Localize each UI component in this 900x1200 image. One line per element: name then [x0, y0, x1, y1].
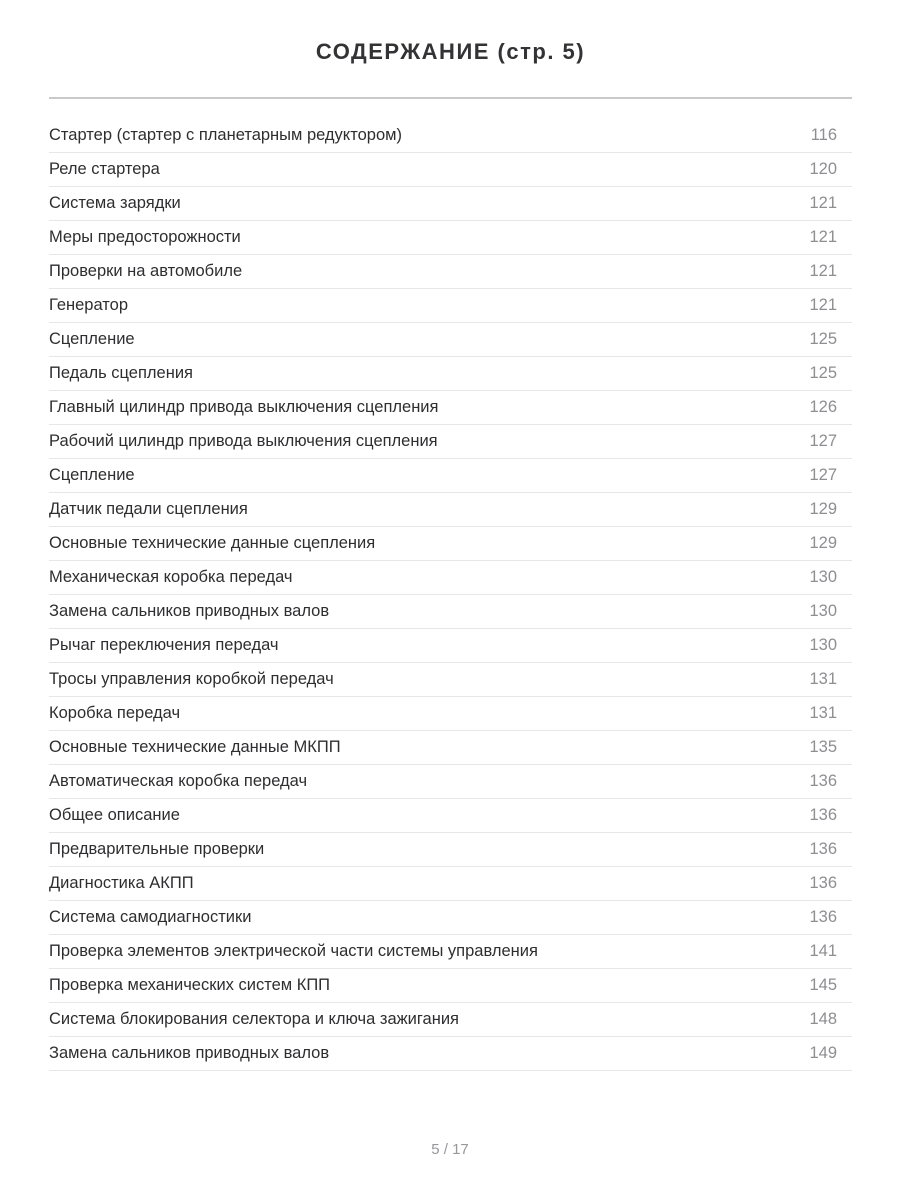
toc-entry-label: Сцепление — [49, 466, 135, 484]
toc-entry[interactable] — [49, 493, 852, 527]
toc-entry[interactable] — [49, 629, 852, 663]
toc-entry-page-number: 130 — [809, 568, 837, 586]
toc-entry[interactable] — [49, 119, 852, 153]
toc-entry-label: Проверка механических систем КПП — [49, 976, 331, 994]
toc-entry[interactable] — [49, 357, 852, 391]
toc-entry-label: Главный цилиндр привода выключения сцепления — [49, 398, 439, 416]
toc-entry-label: Педаль сцепления — [49, 364, 193, 382]
toc-entry-label: Проверка элементов электрической части системы управления — [49, 942, 538, 960]
toc-entry-page-number: 131 — [809, 670, 837, 688]
toc-entry[interactable] — [49, 527, 852, 561]
toc-entry[interactable] — [49, 867, 852, 901]
toc-entry-label: Реле стартера — [49, 160, 160, 178]
toc-entry-page-number: 136 — [809, 908, 837, 926]
toc-entry-page-number: 149 — [809, 1044, 837, 1062]
toc-entry[interactable] — [49, 221, 852, 255]
toc-entry-label: Предварительные проверки — [49, 840, 265, 858]
toc-entry-page-number: 135 — [809, 738, 837, 756]
toc-entry[interactable] — [49, 663, 852, 697]
toc-entry[interactable] — [49, 697, 852, 731]
toc-entry-page-number: 145 — [809, 976, 837, 994]
toc-entry[interactable] — [49, 459, 852, 493]
toc-entry-page-number: 125 — [809, 364, 837, 382]
toc-entry-page-number: 121 — [809, 296, 837, 314]
toc-entry[interactable] — [49, 391, 852, 425]
toc-entry-page-number: 121 — [809, 228, 837, 246]
toc-entry-page-number: 141 — [809, 942, 837, 960]
toc-entry-label: Диагностика АКПП — [49, 874, 194, 892]
toc-entry-page-number: 130 — [809, 636, 837, 654]
toc-entry-page-number: 129 — [809, 534, 837, 552]
toc-entry[interactable] — [49, 187, 852, 221]
toc-entry[interactable] — [49, 935, 852, 969]
toc-entry-page-number: 120 — [809, 160, 837, 178]
toc-entry-label: Коробка передач — [49, 704, 181, 722]
page-title: СОДЕРЖАНИЕ (стр. 5) — [315, 39, 586, 64]
toc-entry-label: Автоматическая коробка передач — [49, 772, 308, 790]
toc-entry-label: Сцепление — [49, 330, 135, 348]
toc-entry-label: Тросы управления коробкой передач — [49, 670, 334, 688]
toc-entry[interactable] — [49, 289, 852, 323]
toc-entry[interactable] — [49, 255, 852, 289]
toc-entry[interactable] — [49, 799, 852, 833]
toc-entry-page-number: 121 — [809, 194, 837, 212]
toc-entry-page-number: 136 — [809, 874, 837, 892]
toc-entry-page-number: 126 — [809, 398, 837, 416]
toc-entry-page-number: 148 — [809, 1010, 837, 1028]
toc-entry-label: Система блокирования селектора и ключа зажигания — [49, 1010, 459, 1028]
toc-entry-page-number: 131 — [809, 704, 837, 722]
toc-entry[interactable] — [49, 561, 852, 595]
toc-entry[interactable] — [49, 425, 852, 459]
toc-entry-label: Стартер (стартер с планетарным редуктором) — [49, 126, 402, 144]
toc-entry-label: Меры предосторожности — [49, 228, 241, 246]
toc-entry[interactable] — [49, 595, 852, 629]
toc-entry-label: Рабочий цилиндр привода выключения сцепления — [49, 432, 438, 450]
toc-entry[interactable] — [49, 153, 852, 187]
toc-entry-page-number: 130 — [809, 602, 837, 620]
page-indicator: 5 / 17 — [431, 1141, 469, 1158]
toc-entry-label: Механическая коробка передач — [49, 568, 293, 586]
toc-list — [49, 119, 852, 1071]
toc-entry-label: Основные технические данные МКПП — [49, 738, 341, 756]
toc-entry-label: Основные технические данные сцепления — [49, 534, 376, 552]
toc-entry-page-number: 136 — [809, 840, 837, 858]
toc-entry[interactable] — [49, 833, 852, 867]
toc-entry-page-number: 127 — [809, 466, 837, 484]
toc-entry-page-number: 125 — [809, 330, 837, 348]
toc-entry-label: Замена сальников приводных валов — [49, 602, 330, 620]
toc-entry[interactable] — [49, 901, 852, 935]
toc-entry-label: Общее описание — [49, 806, 180, 824]
toc-entry[interactable] — [49, 731, 852, 765]
toc-entry[interactable] — [49, 323, 852, 357]
toc-entry-page-number: 136 — [809, 806, 837, 824]
toc-entry-page-number: 127 — [809, 432, 837, 450]
toc-entry-label: Замена сальников приводных валов — [49, 1044, 330, 1062]
title-divider — [49, 97, 852, 99]
toc-entry-page-number: 129 — [809, 500, 837, 518]
toc-entry-page-number: 116 — [810, 126, 837, 144]
toc-entry-label: Датчик педали сцепления — [49, 500, 248, 518]
toc-entry[interactable] — [49, 1037, 852, 1071]
toc-entry-label: Система самодиагностики — [49, 908, 252, 926]
toc-entry-page-number: 121 — [809, 262, 837, 280]
toc-entry-label: Проверки на автомобиле — [49, 262, 243, 280]
toc-entry-label: Система зарядки — [49, 194, 181, 212]
toc-entry[interactable] — [49, 969, 852, 1003]
toc-entry[interactable] — [49, 1003, 852, 1037]
toc-entry-label: Рычаг переключения передач — [49, 636, 279, 654]
toc-entry[interactable] — [49, 765, 852, 799]
toc-entry-label: Генератор — [49, 296, 129, 314]
toc-entry-page-number: 136 — [809, 772, 837, 790]
